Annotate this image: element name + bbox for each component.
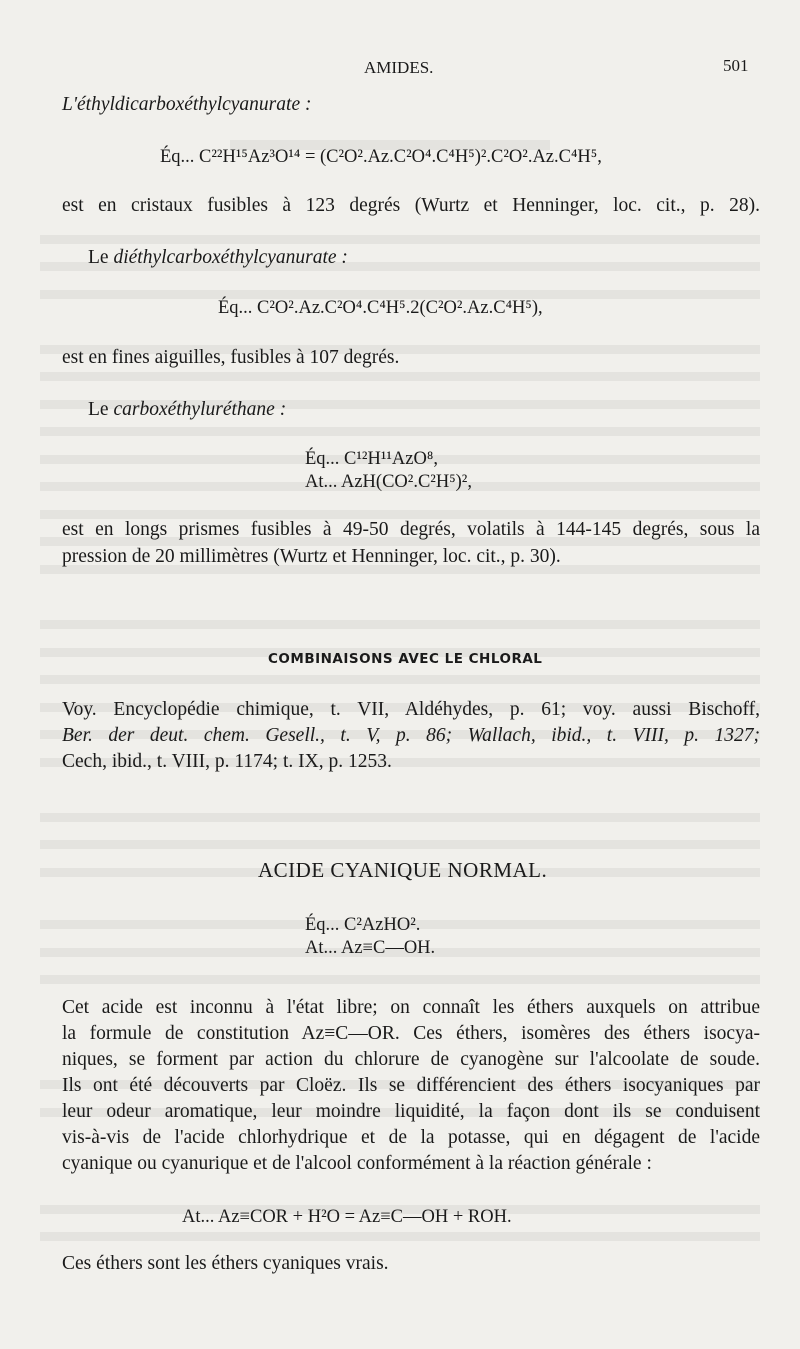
compound-heading	[88, 246, 348, 270]
heading-article: Le	[88, 399, 114, 420]
body-line: Voy. Encyclopédie chimique, t. VII, Aldéhydes, p. 61; voy. aussi Bischoff,	[62, 699, 760, 720]
compound-heading	[88, 398, 286, 422]
body-line: Cet acide est inconnu à l'état libre; on connaît les éthers auxquels on attribue	[62, 997, 760, 1018]
equivalent-formula: Éq... C¹²H¹¹AzO⁸,	[305, 449, 438, 469]
body-line: Ces éthers sont les éthers cyaniques vrais.	[62, 1253, 389, 1274]
body-line: la formule de constitution Az≡C—OR. Ces éthers, isomères des éthers isocya-	[62, 1023, 760, 1044]
compound-heading: L'éthyldicarboxéthylcyanurate :	[62, 94, 312, 115]
body-line: Cech, ibid., t. VIII, p. 1174; t. IX, p. 1253.	[62, 751, 392, 772]
body-line: pression de 20 millimètres (Wurtz et Henninger, loc. cit., p. 30).	[62, 546, 561, 567]
equivalent-formula: Éq... C²O².Az.C²O⁴.C⁴H⁵.2(C²O².Az.C⁴H⁵),	[218, 298, 543, 318]
body-line: est en longs prismes fusibles à 49-50 degrés, volatils à 144-145 degrés, sous la	[62, 519, 760, 540]
body-line: leur odeur aromatique, leur moindre liquidité, la façon dont ils se conduisent	[62, 1101, 760, 1122]
heading-name: diéthylcarboxéthylcyanurate :	[113, 247, 348, 268]
body-line: vis-à-vis de l'acide chlorhydrique et de la potasse, qui en dégagent de l'acide	[62, 1127, 760, 1148]
running-title: AMIDES.	[364, 58, 434, 77]
atomic-formula: At... Az≡C—OH.	[305, 938, 436, 958]
body-line: cyanique ou cyanurique et de l'alcool conformément à la réaction générale :	[62, 1153, 652, 1174]
body-line: est en fines aiguilles, fusibles à 107 degrés.	[62, 347, 400, 368]
equivalent-formula	[160, 145, 602, 169]
body-line: Ils ont été découverts par Cloëz. Ils se différencient des éthers isocyaniques par	[62, 1075, 760, 1096]
body-line: Ber. der deut. chem. Gesell., t. V, p. 86; Wallach, ibid., t. VIII, p. 1327;	[62, 725, 760, 746]
body-line: niques, se forment par action du chlorure de cyanogène sur l'alcoolate de soude.	[62, 1049, 760, 1070]
heading-article: Le	[88, 247, 114, 268]
page-number: 501	[723, 56, 749, 75]
section-title: ACIDE CYANIQUE NORMAL.	[258, 858, 548, 882]
section-title: COMBINAISONS AVEC LE CHLORAL	[268, 651, 543, 667]
formula-body: ²²H¹⁵Az³O¹⁴ = (C²O².Az.C²O⁴.C⁴H⁵)².C²O².Az.C⁴H⁵,	[211, 147, 602, 167]
formula-prefix: Éq... C	[160, 147, 212, 167]
body-line: est en cristaux fusibles à 123 degrés (Wurtz et Henninger, loc. cit., p. 28).	[62, 195, 760, 216]
equivalent-formula: Éq... C²AzHO².	[305, 915, 421, 935]
heading-name: carboxéthyluréthane :	[113, 399, 287, 420]
atomic-formula: At... AzH(CO².C²H⁵)²,	[305, 472, 472, 492]
reaction-equation: At... Az≡COR + H²O = Az≡C—OH + ROH.	[182, 1207, 512, 1227]
